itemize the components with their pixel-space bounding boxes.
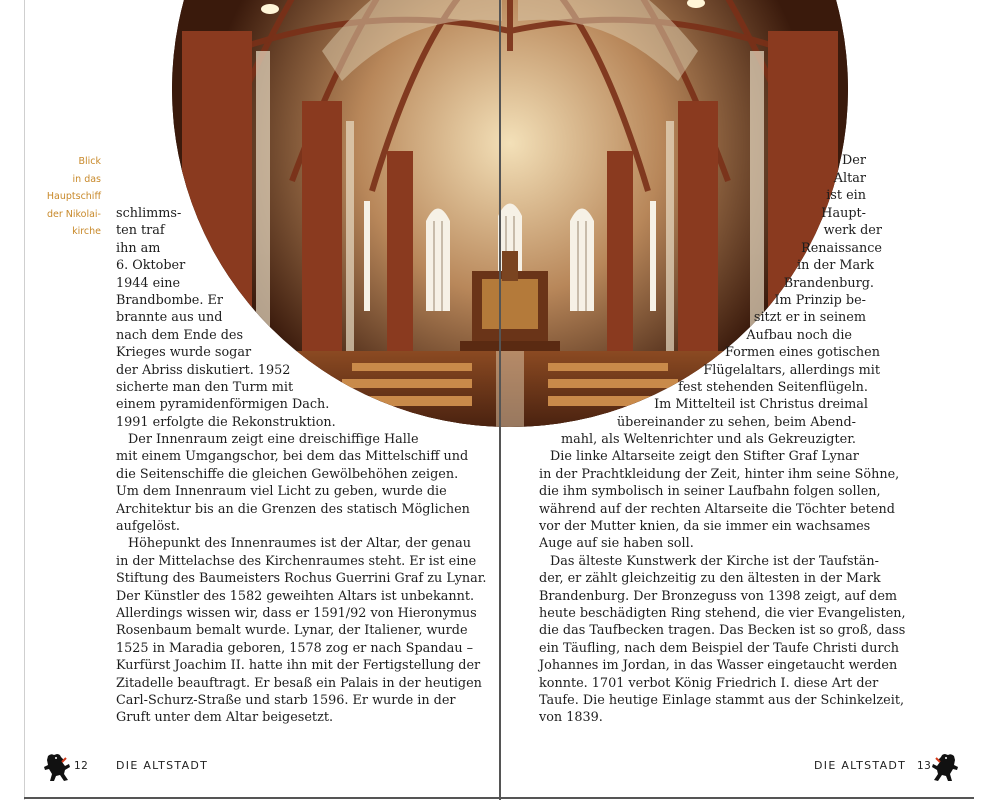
text-line: sicherte man den Turm mit <box>116 380 294 395</box>
berlin-bear-icon <box>930 752 960 784</box>
text-line: vor der Mutter knien, da sie immer ein wachsames <box>539 519 871 534</box>
text-line: Brandbombe. Er <box>116 293 223 308</box>
text-line: Der Künstler des 1582 geweihten Altars ist unbekannt. <box>116 589 475 604</box>
bottom-edge <box>24 797 974 799</box>
text-line: Krieges wurde sogar <box>116 345 252 360</box>
text-line: Brandenburg. Der Bronzeguss von 1398 zeigt, auf dem <box>539 589 898 604</box>
text-line: 6. Oktober <box>116 258 186 273</box>
text-line: Allerdings wissen wir, dass er 1591/92 von Hieronymus <box>116 606 477 621</box>
text-line: nach dem Ende des <box>116 328 244 343</box>
text-line: heute beschädigten Ring stehend, die vier Evangelisten, <box>539 606 906 621</box>
text-line: ist ein <box>826 188 866 203</box>
text-line: Formen eines gotischen <box>724 345 880 360</box>
text-line: Rosenbaum bemalt wurde. Lynar, der Italiener, wurde <box>116 623 468 638</box>
text-line: 1944 eine <box>116 276 181 291</box>
text-line: die ihm symbolisch in seiner Laufbahn folgen sollen, <box>539 484 881 499</box>
text-line: schlimms- <box>116 206 182 221</box>
photo-caption <box>30 153 101 241</box>
berlin-bear-icon <box>42 752 72 784</box>
text-line: Höhepunkt des Innenraumes ist der Altar, der genau <box>128 536 472 551</box>
text-line: Brandenburg. <box>783 276 874 291</box>
text-line: Haupt- <box>821 206 866 221</box>
text-line: ein Täufling, nach dem Beispiel der Taufe Christi durch <box>539 641 899 656</box>
text-line: werk der <box>823 223 882 238</box>
text-line: ihn am <box>116 241 161 256</box>
text-line: ten traf <box>116 223 165 238</box>
text-line: 1525 in Maradia geboren, 1578 zog er nach Spandau – <box>116 641 474 656</box>
text-line: Der <box>842 153 866 168</box>
text-line: von 1839. <box>539 710 603 725</box>
text-line: in der Prachtkleidung der Zeit, hinter ihm seine Söhne, <box>539 467 900 482</box>
text-line: in der Mittelachse des Kirchenraumes steht. Er ist eine <box>116 554 477 569</box>
text-line: Gruft unter dem Altar beigesetzt. <box>116 710 334 725</box>
text-line: Johannes im Jordan, in das Wasser eingetaucht werden <box>539 658 898 673</box>
text-line: 1991 erfolgte die Rekonstruktion. <box>116 415 336 430</box>
text-line: brannte aus und <box>116 310 223 325</box>
text-line: der Abriss diskutiert. 1952 <box>116 363 291 378</box>
text-line: mit einem Umgangschor, bei dem das Mittelschiff und <box>116 449 469 464</box>
caption-line: Blick <box>78 156 101 167</box>
text-line: Stiftung des Baumeisters Rochus Guerrini Graf zu Lynar. <box>116 571 487 586</box>
caption-line: der Nikolai- <box>46 208 101 220</box>
page-number-left: 12 <box>74 760 89 772</box>
text-line: Die linke Altarseite zeigt den Stifter Graf Lynar <box>550 449 859 464</box>
text-line: übereinander zu sehen, beim Abend- <box>616 415 856 430</box>
text-line: die Seitenschiffe die gleichen Gewölbehöhen zeigen. <box>116 467 459 482</box>
text-line: während auf der rechten Altarseite die Töchter betend <box>539 502 895 517</box>
text-line: Carl-Schurz-Straße und starb 1596. Er wurde in der <box>116 693 456 708</box>
text-line: aufgelöst. <box>116 519 180 534</box>
book-gutter <box>499 0 501 800</box>
page-edge <box>24 0 25 800</box>
text-line: einem pyramidenförmigen Dach. <box>116 397 330 412</box>
text-line: konnte. 1701 verbot König Friedrich I. diese Art der <box>539 676 879 691</box>
caption-line: kirche <box>72 226 101 237</box>
text-line: Im Prinzip be- <box>774 293 866 308</box>
text-line: in der Mark <box>797 258 874 273</box>
text-line: Altar <box>833 171 866 186</box>
text-line: fest stehenden Seitenflügeln. <box>678 380 868 395</box>
text-line: Renaissance <box>801 241 882 256</box>
text-line: Der Innenraum zeigt eine dreischiffige Halle <box>128 432 419 447</box>
text-line: sitzt er in seinem <box>753 310 866 325</box>
text-line: Taufe. Die heutige Einlage stammt aus der Schinkelzeit, <box>539 693 905 708</box>
text-line: die das Taufbecken tragen. Das Becken ist so groß, dass <box>539 623 906 638</box>
text-line: Auge auf sie haben soll. <box>539 536 694 551</box>
text-line: Um dem Innenraum viel Licht zu geben, wurde die <box>116 484 447 499</box>
caption-line: Hauptschiff <box>46 191 101 202</box>
page-number-right: 13 <box>917 760 932 772</box>
text-line: Kurfürst Joachim II. hatte ihn mit der Fertigstellung der <box>116 658 481 673</box>
text-line: Zitadelle beauftragt. Er besaß ein Palais in der heutigen <box>116 676 482 691</box>
running-head-left: DIE ALTSTADT <box>116 759 209 772</box>
text-line: Flügelaltars, allerdings mit <box>703 363 880 378</box>
text-line: Das älteste Kunstwerk der Kirche ist der Taufstän- <box>550 554 879 569</box>
caption-line: in das <box>72 173 101 185</box>
running-head-right: DIE ALTSTADT <box>814 759 907 772</box>
text-line: Im Mittelteil ist Christus dreimal <box>654 397 868 412</box>
text-line: Aufbau noch die <box>746 328 852 343</box>
text-line: Architektur bis an die Grenzen des statisch Möglichen <box>116 502 470 517</box>
text-line: der, er zählt gleichzeitig zu den ältesten in der Mark <box>539 571 881 586</box>
text-line: mahl, als Weltenrichter und als Gekreuzigter. <box>561 432 856 447</box>
